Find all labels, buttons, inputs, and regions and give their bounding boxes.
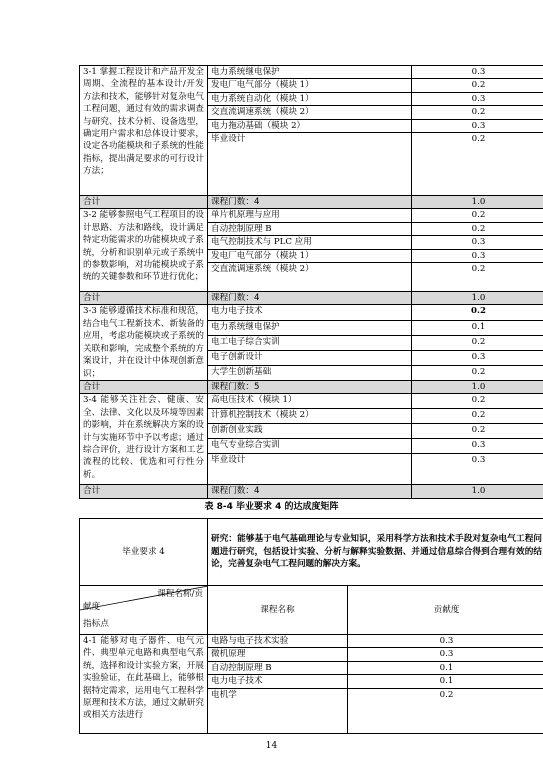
contribution-value: 0.2	[412, 335, 543, 350]
diagonal-header-cell	[80, 586, 208, 635]
course-name: 电机学	[208, 688, 348, 733]
contribution-value: 0.3	[348, 635, 543, 648]
course-name: 电力系统继电保护	[208, 66, 412, 79]
indicator-point: 3-3 能够遵循技术标准和规范，结合电气工程新技术、新装备的应用，考虑功能模块或子系统的关联和影响，完成整个系统的方案设计，并在设计中体现创新意识；	[80, 305, 208, 380]
course-name: 交直流调速系统（模块 2）	[208, 106, 412, 119]
course-count: 课程门数：4	[208, 292, 412, 305]
contribution-value: 0.1	[348, 661, 543, 674]
contribution-value: 0.1	[348, 675, 543, 688]
contribution-value: 0.2	[412, 133, 543, 196]
total-value: 1.0	[412, 292, 543, 305]
table-body	[80, 66, 543, 499]
table-caption: 表 8-4 毕业要求 4 的达成度矩阵	[204, 502, 339, 512]
course-name: 发电厂电气部分（模块 1）	[208, 249, 412, 262]
contribution-value: 0.2	[412, 305, 543, 320]
contribution-value: 0.2	[412, 209, 543, 222]
indicator-point: 3-2 能够参照电气工程项目的设计思路、方法和路线，设计满足特定功能需求的功能模块或子系统，分析和识别单元或子系统中的参数影响，对功能模块或子系统的关键参数和环节进行优化；	[80, 209, 208, 292]
total-value: 1.0	[412, 380, 543, 393]
contribution-value: 0.2	[348, 688, 543, 733]
requirement-header-row	[80, 519, 543, 586]
contribution-value: 0.3	[412, 236, 543, 249]
course-name: 计算机控制技术（模块 2）	[208, 409, 412, 424]
course-count: 课程门数：4	[208, 196, 412, 209]
contribution-value: 0.3	[412, 439, 543, 454]
achievement-matrix-table-4	[79, 518, 543, 734]
total-label: 合计	[80, 196, 208, 209]
course-name: 电力电子技术	[208, 305, 412, 320]
course-name: 电力系统自动化（模块 1）	[208, 92, 412, 105]
course-name: 微机原理	[208, 648, 348, 661]
course-count: 课程门数：4	[208, 485, 412, 498]
course-name: 交直流调速系统（模块 2）	[208, 263, 412, 292]
total-label: 合计	[80, 485, 208, 498]
header-mid-text: 献度	[83, 602, 101, 612]
contribution-value: 0.3	[348, 648, 543, 661]
course-name: 电子创新设计	[208, 350, 412, 365]
total-row	[80, 380, 543, 393]
course-name: 电气控制技术与 PLC 应用	[208, 236, 412, 249]
total-value: 1.0	[412, 485, 543, 498]
contribution-value: 0.2	[412, 263, 543, 292]
indicator-point: 3-1 掌握工程设计和产品开发全周期、全流程的基本设计/开发方法和技术，能够针对复杂电气工程问题，通过有效的需求调查与研究、技术分析、设备选型，确定用户需求和总体设计要求，设定各功能模块和子系统的性能指标，提出满足要求的可行设计方法；	[80, 66, 208, 196]
indicator-point: 3-4 能够关注社会、健康、安全、法律、文化以及环境等因素的影响，并在系统解决方案的设计与实施环节中予以考虑；通过综合评价，进行设计方案和工艺流程的比较、优选和可行性分析。	[80, 394, 208, 485]
course-name-header: 课程名称	[208, 586, 348, 635]
total-label: 合计	[80, 292, 208, 305]
achievement-matrix-table-3	[79, 65, 543, 499]
total-label: 合计	[80, 380, 208, 393]
table-row	[80, 66, 543, 79]
contribution-value: 0.2	[412, 394, 543, 409]
contribution-value: 0.3	[412, 350, 543, 365]
course-name: 电气专业综合实训	[208, 439, 412, 454]
table-row	[80, 635, 543, 648]
course-name: 电路与电子技术实验	[208, 635, 348, 648]
total-value: 1.0	[412, 196, 543, 209]
indicator-point: 4-1 能够对电子器件、电气元件、典型单元电路和典型电气系统，选择和设计实验方案，开展实验验证，在此基础上，能够根据特定需求，运用电气工程科学原理和技术方法，通过文献研究或相关方法进行	[80, 635, 208, 734]
course-name: 电力电子技术	[208, 675, 348, 688]
contribution-value: 0.1	[412, 320, 543, 335]
course-name: 单片机原理与应用	[208, 209, 412, 222]
course-name: 发电厂电气部分（模块 1）	[208, 79, 412, 92]
table-row	[80, 394, 543, 409]
page-number: 14	[265, 741, 278, 751]
contribution-value: 0.2	[412, 79, 543, 92]
column-header-row	[80, 586, 543, 635]
course-name: 电力拖动基础（模块 2）	[208, 119, 412, 132]
contribution-header: 贡献度	[348, 586, 543, 635]
total-row	[80, 292, 543, 305]
contribution-value: 0.2	[412, 106, 543, 119]
total-row	[80, 485, 543, 498]
contribution-value: 0.2	[412, 365, 543, 380]
course-name: 高电压技术（模块 1）	[208, 394, 412, 409]
contribution-value: 0.3	[412, 66, 543, 79]
course-name: 电工电子综合实训	[208, 335, 412, 350]
contribution-value: 0.2	[412, 409, 543, 424]
header-bottom-text: 指标点	[83, 619, 109, 629]
contribution-value: 0.3	[412, 249, 543, 262]
course-name: 自动控制原理 B	[208, 222, 412, 235]
course-name: 创新创业实践	[208, 424, 412, 439]
course-name: 大学生创新基础	[208, 365, 412, 380]
requirement-description: 研究：能够基于电气基础理论与专业知识，采用科学方法和技术手段对复杂电气工程问题进行研究，包括设计实验、分析与解释实验数据、并通过信息综合得到合理有效的结论，完善复杂电气工程问题的解决方案。	[208, 519, 543, 586]
course-name: 自动控制原理 B	[208, 661, 348, 674]
requirement-label: 毕业要求 4	[80, 519, 208, 586]
contribution-value: 0.3	[412, 92, 543, 105]
table-row	[80, 209, 543, 222]
course-name: 毕业设计	[208, 454, 412, 485]
contribution-value: 0.3	[412, 454, 543, 485]
contribution-value: 0.2	[412, 424, 543, 439]
table-body	[80, 635, 543, 734]
course-name: 毕业设计	[208, 133, 412, 196]
total-row	[80, 196, 543, 209]
header-top-text: 课程名称/贡	[157, 589, 203, 599]
course-name: 电力系统继电保护	[208, 320, 412, 335]
contribution-value: 0.2	[412, 222, 543, 235]
course-count: 课程门数：5	[208, 380, 412, 393]
contribution-value: 0.3	[412, 119, 543, 132]
table-row	[80, 305, 543, 320]
